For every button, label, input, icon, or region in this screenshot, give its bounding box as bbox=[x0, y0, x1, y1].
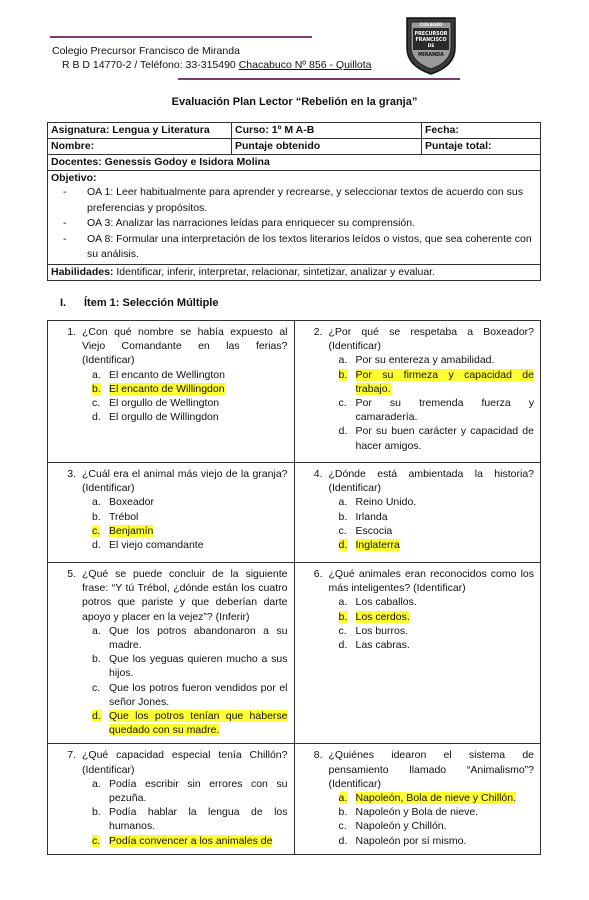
option-text: Que los yeguas quieren mucho a sus hijos. bbox=[109, 653, 288, 680]
option-letter: c. bbox=[92, 681, 101, 694]
question-text: ¿Qué animales eran reconocidos como los más inteligentes? (Identificar) bbox=[328, 568, 534, 595]
answer-option[interactable] bbox=[92, 396, 288, 410]
highlight-mark: c. bbox=[92, 524, 101, 537]
option-letter: c. bbox=[92, 397, 101, 410]
option-letter bbox=[92, 382, 109, 396]
option-list bbox=[301, 353, 535, 452]
highlight-mark: Podía convencer a los animales de bbox=[109, 834, 273, 847]
option-letter: b. bbox=[338, 510, 348, 523]
skills-text: Identificar, inferir, interpretar, relacionar, sintetizar, analizar y evaluar. bbox=[113, 265, 436, 278]
question-stem bbox=[54, 467, 288, 495]
highlight-mark: d. bbox=[92, 710, 101, 723]
objective-item: - OA 3: Analizar las narraciones leídas para enriquecer su comprensión. bbox=[51, 216, 537, 232]
answer-option[interactable] bbox=[339, 510, 535, 524]
option-letter: a. bbox=[92, 368, 101, 381]
highlight-mark: Los cerdos. bbox=[355, 610, 410, 623]
highlight-mark: c. bbox=[92, 834, 101, 847]
option-letter: d. bbox=[338, 425, 348, 438]
option-list bbox=[54, 624, 288, 738]
option-text bbox=[356, 368, 535, 396]
option-text bbox=[356, 791, 535, 805]
question-cell bbox=[48, 463, 295, 563]
answer-option[interactable] bbox=[339, 819, 535, 833]
answer-option[interactable] bbox=[92, 382, 288, 396]
answer-option[interactable] bbox=[339, 791, 535, 805]
answer-option[interactable] bbox=[339, 595, 535, 609]
option-letter: d. bbox=[338, 834, 348, 847]
subject-cell: Asignatura: Lengua y Literatura bbox=[48, 123, 232, 139]
answer-option[interactable] bbox=[339, 524, 535, 538]
question-cell bbox=[294, 563, 541, 744]
question-cell bbox=[294, 321, 541, 463]
option-text: Por su buen carácter y capacidad de hacer amigos. bbox=[355, 425, 534, 452]
question-stem bbox=[301, 467, 535, 495]
school-address: Chacabuco Nº 856 - Quillota bbox=[238, 59, 372, 71]
option-text bbox=[356, 538, 535, 552]
answer-option[interactable] bbox=[92, 834, 288, 848]
question-number: 6. bbox=[313, 568, 323, 580]
answer-option[interactable] bbox=[339, 805, 535, 819]
option-letter bbox=[339, 791, 356, 805]
school-contact bbox=[62, 59, 372, 72]
option-text: Las cabras. bbox=[355, 639, 410, 652]
option-text bbox=[109, 709, 288, 737]
answer-option[interactable] bbox=[92, 652, 288, 680]
name-cell[interactable]: Nombre: bbox=[48, 139, 232, 155]
answer-option[interactable] bbox=[92, 510, 288, 524]
option-letter: a. bbox=[92, 624, 101, 637]
question-cell bbox=[48, 744, 295, 854]
crest-line-3: FRANCISCO bbox=[415, 38, 447, 43]
answer-option[interactable] bbox=[92, 777, 288, 805]
section-title: Ítem 1: Selección Múltiple bbox=[84, 297, 219, 309]
option-text: El encanto de Wellington bbox=[109, 368, 225, 381]
answer-option[interactable] bbox=[92, 524, 288, 538]
option-text: Reino Unido. bbox=[355, 496, 417, 509]
highlight-mark: d. bbox=[338, 539, 348, 552]
option-text: El orgullo de Wellington bbox=[109, 397, 220, 410]
document-title: Evaluación Plan Lector “Rebelión en la granja” bbox=[171, 96, 418, 108]
section-number: I. bbox=[60, 297, 67, 309]
question-cell bbox=[48, 563, 295, 744]
option-list bbox=[54, 777, 288, 848]
school-name: Colegio Precursor Francisco de Miranda bbox=[52, 45, 240, 57]
option-text: El viejo comandante bbox=[109, 539, 204, 552]
info-table bbox=[47, 122, 541, 281]
question-stem bbox=[54, 748, 288, 776]
question-cell bbox=[48, 321, 295, 463]
option-text: Que los potros fueron vendidos por el señor Jones. bbox=[109, 681, 288, 708]
crest-line-2: PRECURSOR bbox=[414, 32, 448, 37]
answer-option[interactable] bbox=[92, 538, 288, 552]
option-letter bbox=[92, 709, 109, 737]
option-text: Los caballos. bbox=[355, 596, 417, 609]
highlight-mark: b. bbox=[338, 368, 348, 381]
option-text: Por su tremenda fuerza y camaradería. bbox=[355, 397, 534, 424]
question-text: ¿Por qué se respetaba a Boxeador? (Identificar) bbox=[328, 326, 534, 353]
question-text: ¿Qué se puede concluir de la siguiente frase: “Y tú Trébol, ¿dónde están los cuatro potros que pariste y que deberían darte apoyo y placer en la vejez”? (Inferir) bbox=[82, 568, 288, 623]
option-text: Napoleón y Chillón. bbox=[355, 820, 447, 833]
total-score-cell[interactable]: Puntaje total: bbox=[422, 139, 541, 155]
question-number: 4. bbox=[313, 468, 323, 480]
answer-option[interactable] bbox=[92, 709, 288, 737]
date-cell[interactable]: Fecha: bbox=[422, 123, 541, 139]
option-letter: d. bbox=[338, 639, 348, 652]
option-letter: b. bbox=[92, 806, 101, 819]
option-text bbox=[356, 610, 535, 624]
answer-option[interactable] bbox=[339, 495, 535, 509]
course-cell: Curso: 1º M A-B bbox=[232, 123, 422, 139]
option-text: Napoleón y Bola de nieve. bbox=[355, 806, 479, 819]
option-letter: d. bbox=[92, 539, 101, 552]
option-letter: a. bbox=[92, 777, 101, 790]
question-number: 1. bbox=[67, 326, 76, 338]
question-text: ¿Quiénes idearon el sistema de pensamiento llamado “Animalismo”? (Identificar) bbox=[328, 749, 534, 790]
question-text: ¿Con qué nombre se había expuesto al Viejo Comandante en las ferias? (Identificar) bbox=[82, 326, 288, 367]
skills-cell bbox=[48, 264, 541, 280]
option-list bbox=[301, 595, 535, 652]
option-letter: a. bbox=[92, 496, 101, 509]
option-letter: b. bbox=[92, 510, 101, 523]
crest-line-4: DE bbox=[427, 44, 435, 49]
option-letter: a. bbox=[338, 596, 348, 609]
option-letter: c. bbox=[338, 820, 347, 833]
answer-option[interactable] bbox=[339, 368, 535, 396]
option-text: Irlanda bbox=[355, 510, 388, 523]
answer-option[interactable] bbox=[92, 805, 288, 833]
crest-line-5: MIRANDA bbox=[418, 53, 444, 58]
question-text: ¿Cuál era el animal más viejo de la granja? (Identificar) bbox=[82, 468, 288, 495]
highlight-mark: Napoleón, Bola de nieve y Chillón. bbox=[355, 792, 517, 805]
option-text: Trébol bbox=[109, 510, 139, 523]
header-accent-line-bottom bbox=[178, 78, 460, 80]
question-stem bbox=[301, 325, 535, 353]
option-text: Los burros. bbox=[355, 624, 409, 637]
option-letter bbox=[92, 834, 109, 848]
teachers-cell: Docentes: Genessis Godoy e Isidora Molina bbox=[48, 155, 541, 171]
answer-option[interactable] bbox=[339, 638, 535, 652]
objective-label: Objetivo: bbox=[51, 172, 97, 184]
answer-option[interactable] bbox=[92, 368, 288, 382]
objective-list bbox=[51, 185, 537, 263]
option-text: Escocia bbox=[355, 524, 393, 537]
highlight-mark: Inglaterra bbox=[355, 539, 400, 552]
question-stem bbox=[54, 567, 288, 624]
option-text: Que los potros abandonaron a su madre. bbox=[109, 624, 288, 652]
highlight-mark: Benjamín bbox=[109, 524, 154, 537]
option-text: Boxeador bbox=[109, 496, 154, 509]
option-letter bbox=[92, 524, 109, 538]
question-text: ¿Qué capacidad especial tenía Chillón? (Identificar) bbox=[82, 749, 288, 776]
option-text: Podía hablar la lengua de los humanos. bbox=[109, 806, 288, 833]
option-letter: c. bbox=[338, 624, 347, 637]
question-cell bbox=[294, 463, 541, 563]
score-cell[interactable]: Puntaje obtenido bbox=[232, 139, 422, 155]
option-text: Por su entereza y amabilidad. bbox=[355, 354, 495, 367]
option-text bbox=[109, 524, 288, 538]
option-letter: b. bbox=[338, 806, 348, 819]
answer-option[interactable] bbox=[339, 834, 535, 848]
objectives-cell bbox=[48, 171, 541, 265]
question-number: 5. bbox=[67, 568, 76, 580]
objective-item: - OA 1: Leer habitualmente para aprender y recrearse, y seleccionar textos de acuerdo con sus preferencias y propósitos. bbox=[51, 185, 537, 216]
answer-option[interactable] bbox=[339, 538, 535, 552]
question-number: 8. bbox=[313, 749, 323, 762]
question-number: 3. bbox=[67, 468, 76, 480]
answer-option[interactable] bbox=[92, 495, 288, 509]
crest-line-1: COLEGIO bbox=[419, 23, 443, 28]
option-letter: d. bbox=[92, 411, 101, 424]
option-letter bbox=[339, 538, 356, 552]
question-number: 2. bbox=[313, 326, 323, 338]
option-list bbox=[54, 495, 288, 552]
option-text: Podía escribir sin errores con su pezuña. bbox=[109, 777, 288, 805]
option-text bbox=[109, 382, 288, 396]
question-stem bbox=[54, 325, 288, 368]
answer-option[interactable] bbox=[339, 396, 535, 424]
option-letter: c. bbox=[338, 524, 347, 537]
option-list bbox=[301, 791, 535, 848]
question-cell bbox=[294, 744, 541, 854]
question-text: ¿Dónde está ambientada la historia? (Identificar) bbox=[328, 468, 534, 495]
section-heading bbox=[60, 297, 218, 309]
answer-option[interactable] bbox=[92, 410, 288, 424]
option-letter: a. bbox=[338, 496, 348, 509]
highlight-mark: El encanto de Willingdon bbox=[109, 382, 225, 395]
answer-option[interactable] bbox=[92, 681, 288, 709]
question-number: 7. bbox=[67, 749, 76, 762]
option-list bbox=[54, 368, 288, 425]
highlight-mark: Que los potros tenían que haberse quedado con su madre. bbox=[109, 710, 288, 737]
highlight-mark: Por su firmeza y capacidad de trabajo. bbox=[355, 368, 534, 395]
highlight-mark: b. bbox=[92, 382, 101, 395]
option-list bbox=[301, 495, 535, 552]
rbd-phone: R B D 14770-2 / Teléfono: 33-315490 bbox=[62, 59, 239, 71]
answer-option[interactable] bbox=[92, 624, 288, 652]
answer-option[interactable] bbox=[339, 624, 535, 638]
option-text bbox=[109, 834, 288, 848]
option-text: El orgullo de Willingdon bbox=[109, 411, 219, 424]
option-letter: a. bbox=[338, 354, 348, 367]
highlight-mark: b. bbox=[338, 610, 348, 623]
school-crest-logo bbox=[403, 14, 459, 76]
question-stem bbox=[301, 748, 535, 791]
answer-option[interactable] bbox=[339, 353, 535, 367]
highlight-mark: a. bbox=[338, 792, 348, 805]
option-letter: b. bbox=[92, 653, 101, 666]
questions-table bbox=[47, 320, 541, 855]
header-accent-line-top bbox=[50, 36, 312, 38]
option-letter bbox=[339, 610, 356, 624]
option-letter: c. bbox=[338, 397, 347, 410]
option-letter bbox=[339, 368, 356, 396]
answer-option[interactable] bbox=[339, 424, 535, 452]
answer-option[interactable] bbox=[339, 610, 535, 624]
question-stem bbox=[301, 567, 535, 595]
option-text: Napoleón por sí mismo. bbox=[355, 834, 467, 847]
skills-label: Habilidades: bbox=[51, 265, 114, 278]
objective-item: - OA 8: Formular una interpretación de los textos literarios leídos o vistos, que sea coherente con su análisis. bbox=[51, 232, 537, 263]
